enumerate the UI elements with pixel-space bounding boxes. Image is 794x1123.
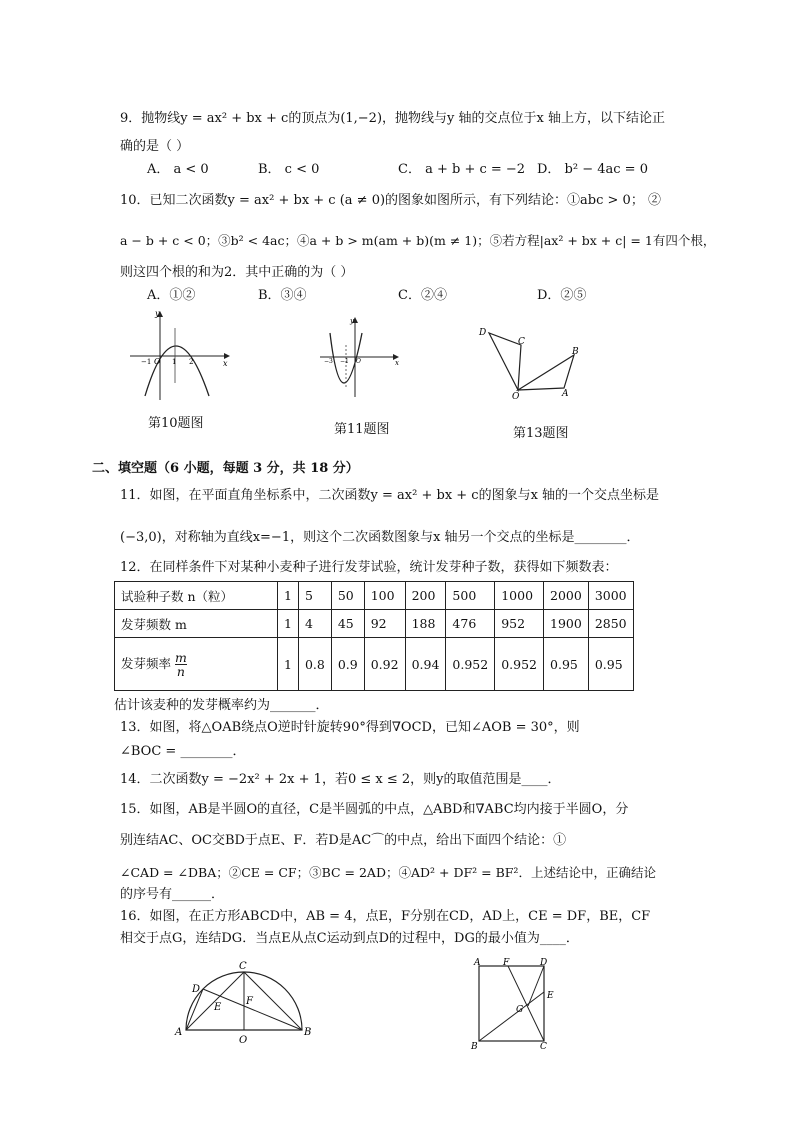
table-cell: 0.952 [495,638,544,691]
table-cell: 100 [364,582,405,610]
figure-13-caption: 第13题图 [513,426,569,441]
q10-option-d: D．②⑤ [537,288,587,303]
svg-text:B: B [471,1042,478,1052]
svg-text:B: B [304,1027,312,1038]
svg-text:A: A [175,1027,183,1038]
q15-line1: 15．如图，AB是半圆O的直径，C是半圆弧的中点，△ABD和∇ABC均内接于半圆O，分 [120,802,629,817]
figure-13 [474,325,589,405]
table-cell: 1 [278,638,299,691]
q9-option-a: A． a < 0 [147,162,209,177]
svg-text:C: C [239,961,247,972]
svg-text:A: A [562,389,569,399]
table-cell: 952 [495,610,544,638]
svg-text:A: A [474,958,481,968]
q10-option-c: C．②④ [398,288,447,303]
table-cell: 2000 [544,582,589,610]
table-cell: 188 [405,610,446,638]
row-header-germination-rate [115,638,278,691]
fraction-numerator: m [175,649,187,665]
row-header-germination-count: 发芽频数 m [115,610,278,638]
table-cell: 1000 [495,582,544,610]
table-cell: 4 [298,610,331,638]
svg-text:y: y [155,309,160,318]
figure-11-caption: 第11题图 [334,422,390,437]
svg-text:O: O [512,392,520,402]
q11-line1: 11．如图，在平面直角坐标系中，二次函数y = ax² + bx + c的图象与x 轴的一个交点坐标是 [120,488,660,503]
section-2-title: 二、填空题（6 小题，每题 3 分，共 18 分） [92,461,359,476]
table-cell: 1 [278,582,299,610]
q14-line1: 14．二次函数y = −2x² + 2x + 1，若0 ≤ x ≤ 2，则y的取值范围是____． [120,772,561,787]
svg-text:F: F [503,958,510,968]
table-cell: 0.9 [331,638,364,691]
q15-line2: 别连结AC、OC交BD于点E、F．若D是AC⌒的中点，给出下面四个结论：① [120,833,567,848]
svg-text:O: O [356,358,361,365]
q16-line2: 相交于点G，连结DG．当点E从点C运动到点D的过程中，DG的最小值为____． [120,931,579,946]
rate-label: 发芽频率 [121,655,172,671]
q10-option-b: B．③④ [258,288,307,303]
svg-text:G: G [516,1005,524,1015]
q9-line1: 9．抛物线y = ax² + bx + c的顶点为(1,−2)，抛物线与y 轴的交点位于x 轴上方，以下结论正 [120,111,665,126]
table-cell: 92 [364,610,405,638]
table-row [115,582,634,610]
table-cell: 500 [446,582,495,610]
svg-text:C: C [518,337,525,347]
fraction-denominator: n [176,663,185,679]
q15-line3: ∠CAD = ∠DBA；②CE = CF；③BC = 2AD；④AD² + DF² = BF²．上述结论中，正确结论 [120,865,656,880]
table-cell: 1900 [544,610,589,638]
svg-text:y: y [350,317,354,325]
q9-option-d: D． b² − 4ac = 0 [537,162,648,177]
q12-after: 估计该麦种的发芽概率约为_______． [114,698,329,713]
table-cell: 2850 [588,610,633,638]
q9-option-b: B． c < 0 [258,162,320,177]
table-cell: 0.92 [364,638,405,691]
table-row [115,638,634,691]
svg-text:1: 1 [172,358,177,366]
svg-text:D: D [192,984,201,995]
q10-line2: a − b + c < 0；③b² < 4ac；④a + b > m(am + b)(m ≠ 1)；⑤若方程|ax² + bx + c| = 1有四个根， [120,233,716,248]
table-cell: 50 [331,582,364,610]
q12-line1: 12．在同样条件下对某种小麦种子进行发芽试验，统计发芽种子数，获得如下频数表： [120,560,618,575]
rate-fraction [175,651,187,678]
figure-11 [318,315,403,400]
svg-text:C: C [540,1042,547,1052]
q9-line2: 确的是（ ） [120,139,190,154]
svg-text:x: x [395,359,399,367]
figure-16 [468,956,568,1051]
table-cell: 0.95 [588,638,633,691]
table-cell: 0.952 [446,638,495,691]
svg-text:E: E [547,991,554,1001]
q10-line3: 则这四个根的和为2．其中正确的为（ ） [120,265,354,280]
table-cell: 5 [298,582,331,610]
q11-line2: (−3,0)，对称轴为直线x=−1，则这个二次函数图象与x 轴另一个交点的坐标是________． [120,530,640,545]
svg-text:D: D [540,958,548,968]
row-header-seed-count: 试验种子数 n（粒） [115,582,278,610]
svg-text:−3: −3 [324,358,333,365]
svg-text:O: O [154,357,161,366]
table-cell: 476 [446,610,495,638]
q13-line1: 13．如图，将△OAB绕点O逆时针旋转90°得到∇OCD，已知∠AOB = 30°，则 [120,720,580,735]
q9-option-c: C． a + b + c = −2 [398,162,526,177]
svg-text:−1: −1 [141,358,152,366]
table-cell: 200 [405,582,446,610]
svg-text:D: D [479,328,487,338]
q10-line1: 10．已知二次函数y = ax² + bx + c (a ≠ 0)的图象如图所示，有下列结论：①abc > 0； ② [120,193,661,208]
q10-option-a: A．①② [147,288,196,303]
table-cell: 0.8 [298,638,331,691]
q13-line2: ∠BOC = ________． [120,744,246,759]
svg-text:2: 2 [189,358,194,366]
table-cell: 0.95 [544,638,589,691]
figure-10 [125,308,235,403]
svg-text:O: O [239,1035,248,1046]
svg-text:x: x [223,359,228,368]
svg-text:F: F [246,996,253,1007]
svg-text:B: B [572,347,579,357]
q15-line4: 的序号有______． [120,887,225,902]
table-row [115,610,634,638]
figure-15 [172,958,322,1048]
table-cell: 45 [331,610,364,638]
svg-text:E: E [214,1002,222,1013]
svg-text:−1: −1 [340,358,349,365]
table-cell: 3000 [588,582,633,610]
q16-line1: 16．如图，在正方形ABCD中，AB = 4，点E，F分别在CD，AD上，CE = DF，BE，CF [120,909,651,924]
frequency-table [114,581,634,691]
figure-10-caption: 第10题图 [148,416,204,431]
table-cell: 0.94 [405,638,446,691]
table-cell: 1 [278,610,299,638]
